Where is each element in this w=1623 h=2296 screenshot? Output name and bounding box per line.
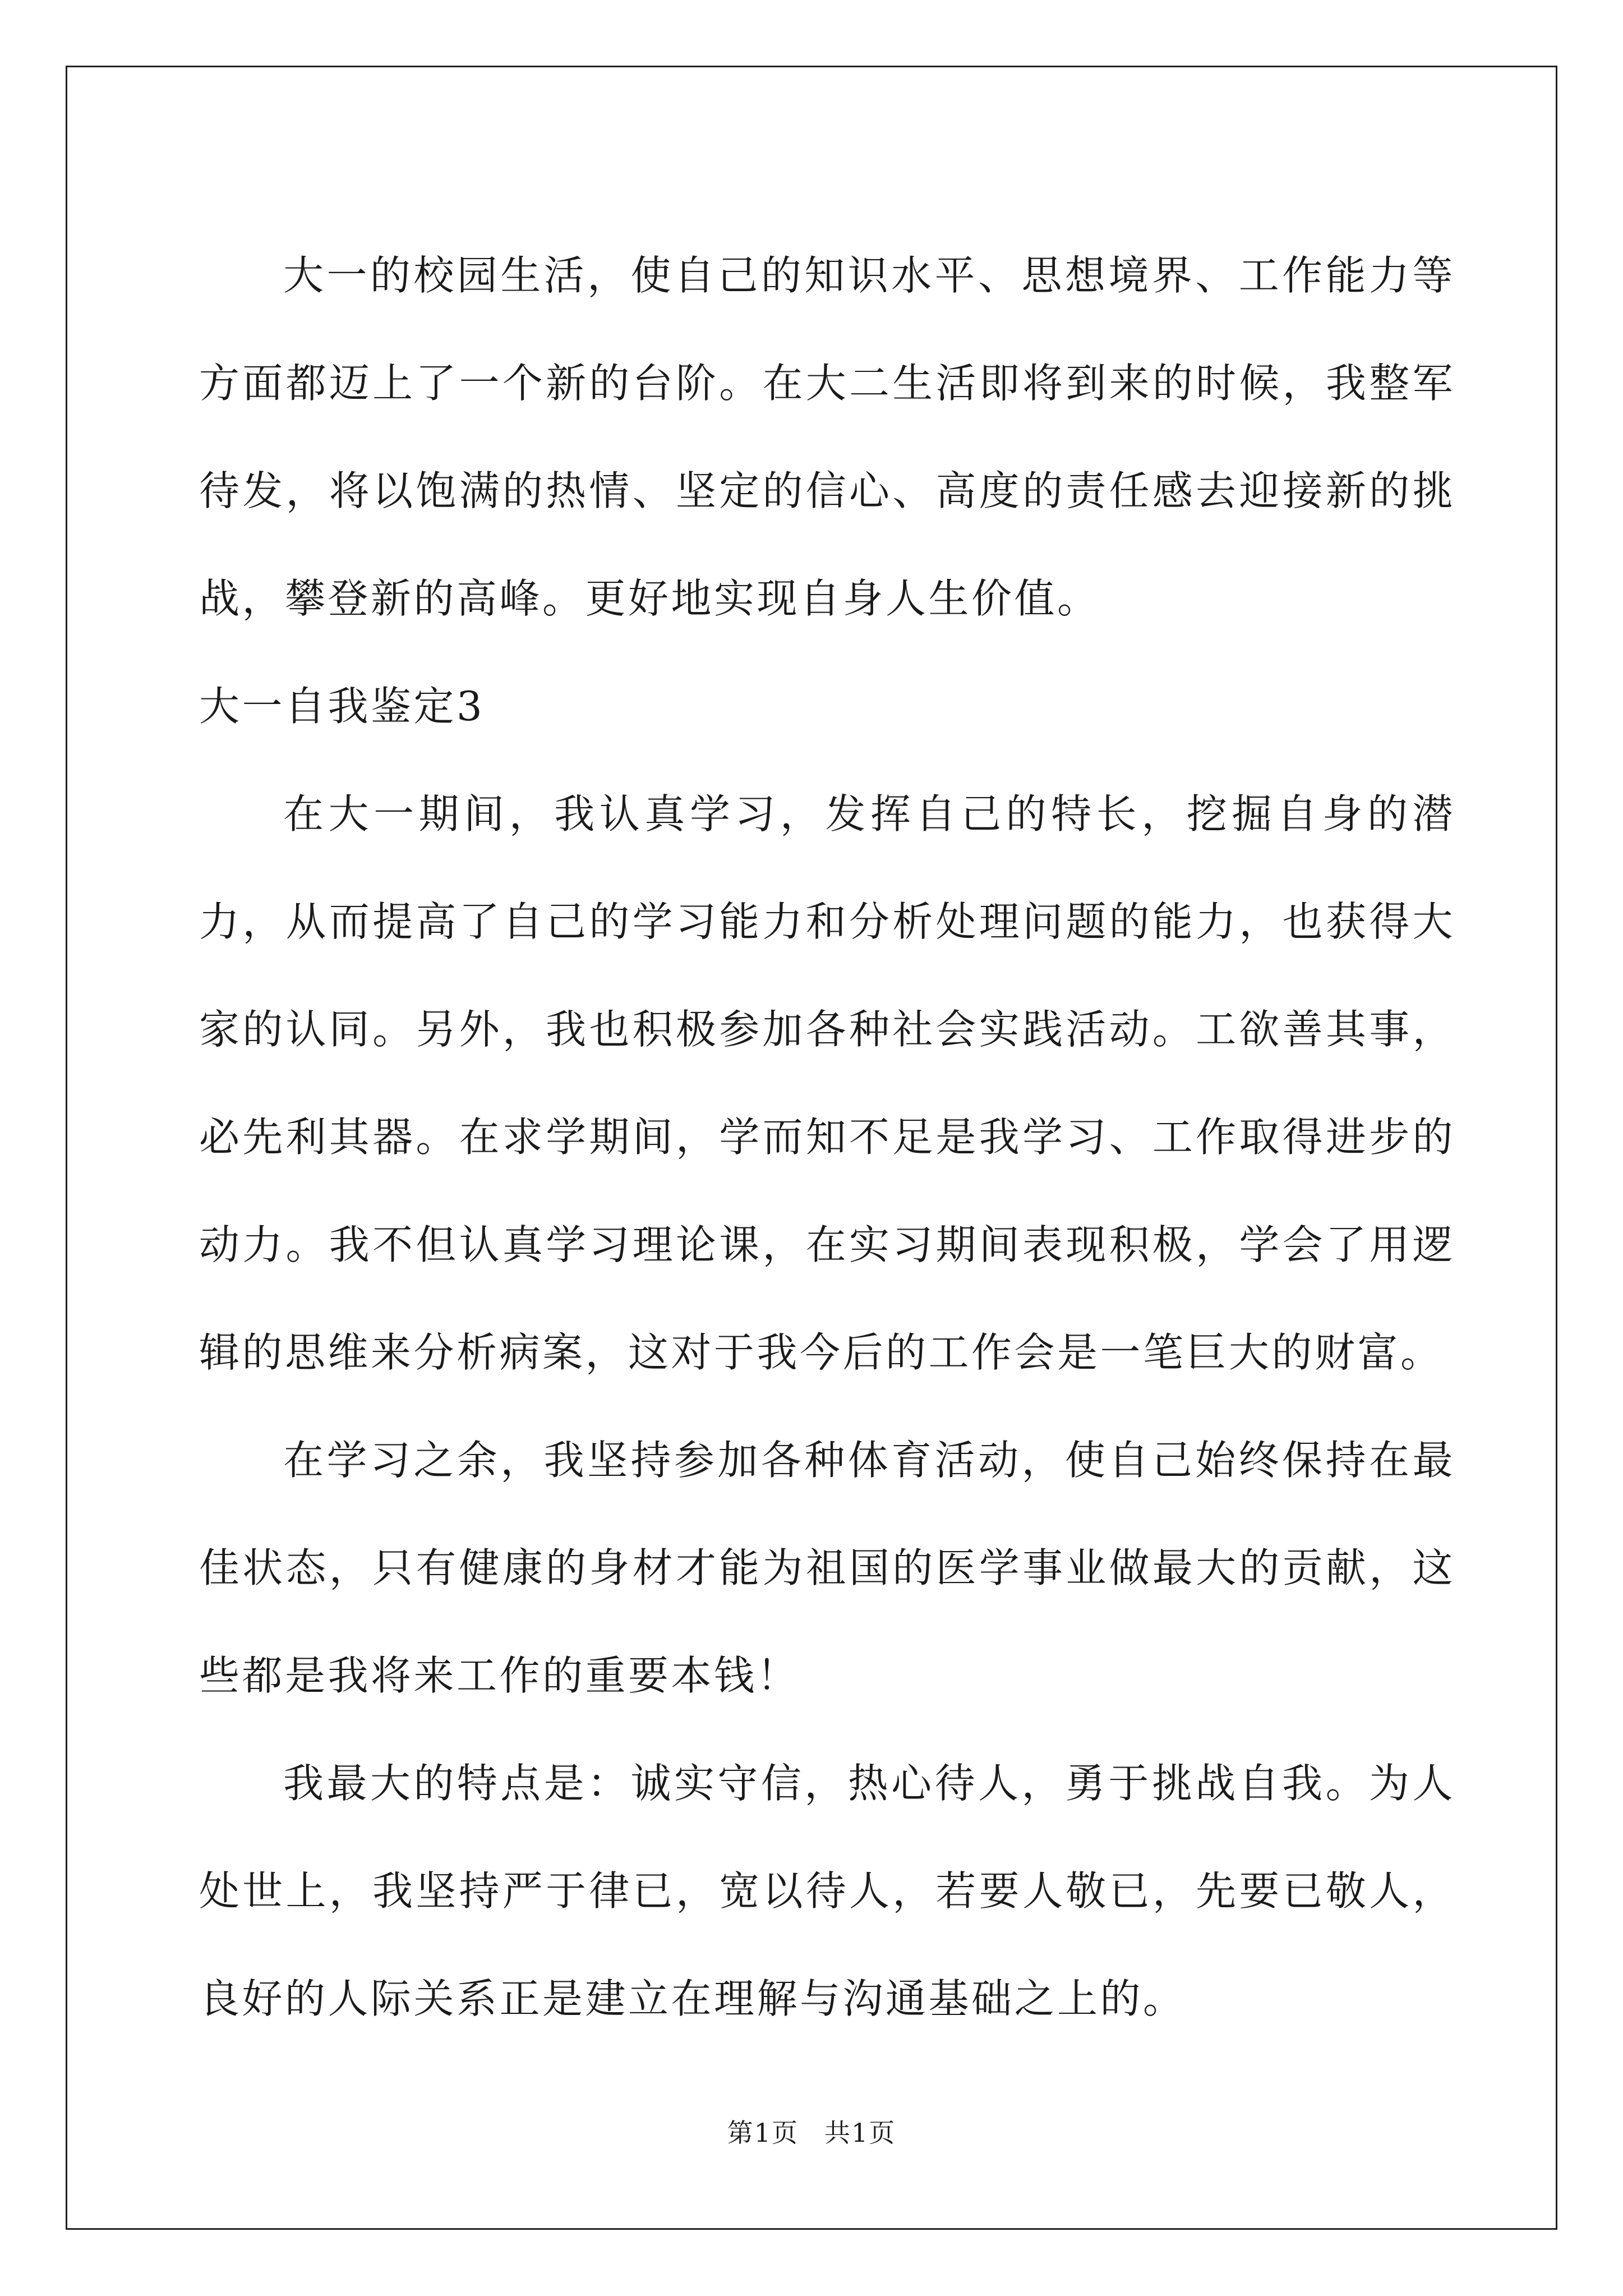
document-body	[199, 222, 1455, 2053]
paragraph-traits: 我最大的特点是：诚实守信，热心待人，勇于挑战自我。为人处世上，我坚持严于律已，宽以待人，若要人敬已，先要已敬人，良好的人际关系正是建立在理解与沟通基础之上的。	[199, 1760, 1455, 2022]
page-footer	[0, 2116, 1623, 2150]
page-number-current: 第1页	[727, 2118, 799, 2148]
page-number-total: 共1页	[824, 2118, 896, 2148]
paragraph-study: 在大一期间，我认真学习，发挥自己的特长，挖掘自身的潜力，从而提高了自己的学习能力和分析处理问题的能力，也获得大家的认同。另外，我也积极参加各种社会实践活动。工欲善其事，必先利其器。在求学期间，学而知不足是我学习、工作取得进步的动力。我不但认真学习理论课，在实习期间表现积极，学会了用逻辑的思维来分析病案，这对于我今后的工作会是一笔巨大的财富。	[199, 790, 1455, 1376]
paragraph-sports: 在学习之余，我坚持参加各种体育活动，使自己始终保持在最佳状态，只有健康的身材才能为祖国的医学事业做最大的贡献，这些都是我将来工作的重要本钱！	[199, 1437, 1455, 1699]
paragraph-intro: 大一的校园生活，使自己的知识水平、思想境界、工作能力等方面都迈上了一个新的台阶。在大二生活即将到来的时候，我整军待发，将以饱满的热情、坚定的信心、高度的责任感去迎接新的挑战，攀登新的高峰。更好地实现自身人生价值。	[199, 252, 1455, 622]
section-heading: 大一自我鉴定3	[199, 683, 485, 730]
